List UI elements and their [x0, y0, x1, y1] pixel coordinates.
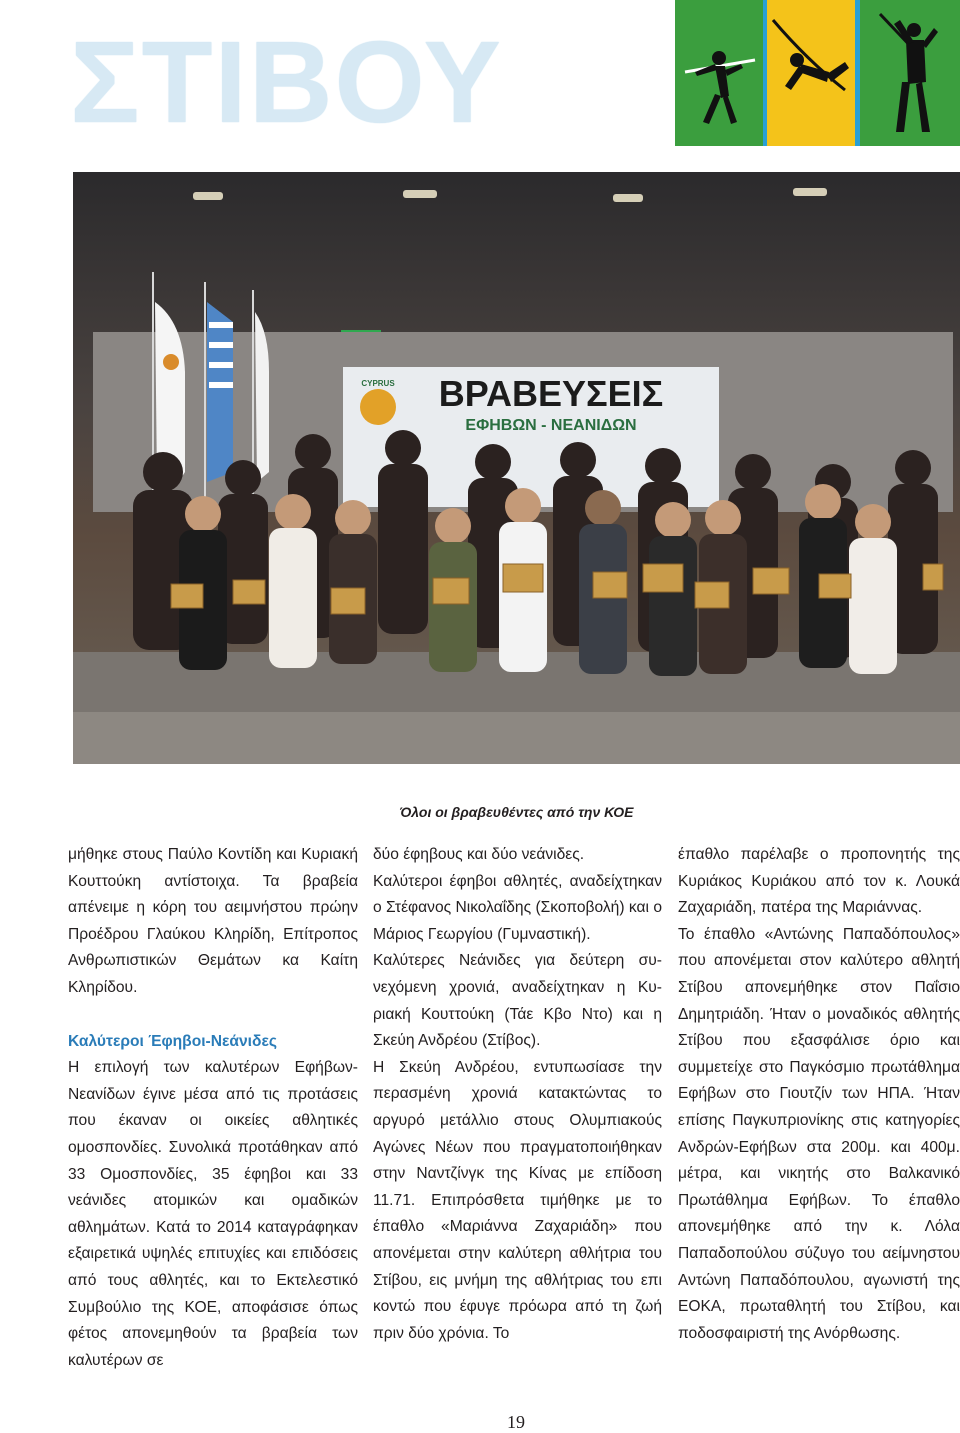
paragraph: Καλύτερες Νεάνιδες για δεύτερη συνεχόμενη χρονιά, αναδείχτηκαν η Κυριακή Κουττούκη (Τάε Κβο Ντο) και η Σκεύη Ανδρέου (Στίβος).	[373, 952, 662, 1050]
group-photo	[73, 172, 960, 764]
text-column-3	[678, 842, 960, 1347]
paragraph: Το έπαθλο «Αντώνης Παπαδόπουλος» που απονέμεται στον καλύτερο αθλητή Στίβου απονεμήθηκε στον Παΐσιο Δημητριάδη. Ήταν ο μοναδικός αθλητής Στίβου που εξασφάλισε όριο και συμμετείχε στο Παγκόσμιο πρωτάθλημα Εφήβων στο Γιουτζίν των ΗΠΑ. Ήταν επίσης Παγκυπριονίκης στις κατηγορίες Ανδρών-Εφήβων στα 200μ. και 400μ. μέτρα, και νικητής στο Βαλκανικό Πρωτάθλημα Εφήβων. Το έπαθλο απονεμήθηκε από την κ. Λόλα Παπαδοπούλου σύζυγο του αείμνηστου Αντώνη Παπαδόπουλου, αγωνιστή της ΕΟΚΑ, πρωταθλητή του Στίβου, και ποδοσφαιριστή της Ανόρθωσης.	[678, 925, 960, 1342]
paragraph: Η επιλογή των καλυτέρων Εφήβων-Νεανίδων έγινε μέσα από τις προτάσεις που έκαναν οι οικείες αθλητικές ομοσπονδίες. Συνολικά προτάθηκαν από 33 Ομοσπονδίες, 35 έφηβοι και 33 νεάνιδες ατομικών και ομαδικών αθλημάτων. Κατά το 2014 καταγράφηκαν εξαιρετικά υψηλές επιτυχίες και επιδόσεις από τους αθλητές, και το Εκτελεστικό Συμβούλιο της ΚΟΕ, αποφάσισε όπως φέτος απονεμηθούν τα βραβεία των καλυτέρων σε	[68, 1059, 358, 1369]
paragraph: Η Σκεύη Ανδρέου, εντυπωσίασε την περασμένη χρονιά κατακτώντας το αργυρό μετάλλιο στους Ολυμπιακούς Αγώνες Νέων που πραγματοποιήθηκαν στην Ναντζίνγκ της Κίνας με επίδοση 11.71. Επιπρόσθετα τιμήθηκε με το έπαθλο «Μαριάννα Ζαχαριάδη» που απονέμεται στην καλύτερη αθλήτρια του Στίβου, εις μνήμη της αθλήτριας του επι κοντώ που έφυγε πρόωρα από τη ζωή πριν δύο χρόνια. Το	[373, 1058, 662, 1342]
shot-put-icon	[860, 0, 960, 146]
photo-logo-text: CYPRUS	[361, 379, 395, 388]
photo-banner-title: ΒΡΑΒΕΥΣΕΙΣ	[438, 373, 664, 414]
paragraph: έπαθλο παρέλαβε ο προπονητής της Κυριάκος Κυριάκου από τον κ. Λουκά Ζαχαριάδη, πατέρα της Μαριάννας.	[678, 846, 960, 917]
text-column-1	[68, 842, 358, 1374]
paragraph: δύο έφηβους και δύο νεάνιδες.	[373, 846, 585, 863]
paragraph: μήθηκε στους Παύλο Κοντίδη και Κυριακή Κουττούκη αντίστοιχα. Τα βραβεία απένειμε η κόρη του αειμνήστου πρώην Προέδρου Γλαύκου Κληρίδη, Επίτροπος Ανθρωπιστικών Θεμάτων κα Καίτη Κληρίδου.	[68, 846, 358, 996]
section-title: ΣΤΙΒΟΥ	[70, 17, 503, 147]
page-number: 19	[507, 1412, 525, 1432]
paragraph: Καλύτεροι έφηβοι αθλητές, αναδείχτηκαν ο Στέφανος Νικολαΐδης (Σκοποβολή) και ο Μάριος Γεωργίου (Γυμναστική).	[373, 872, 662, 943]
photo-caption: Όλοι οι βραβευθέντες από την ΚΟΕ	[399, 804, 634, 820]
sport-icons-panel	[675, 0, 960, 146]
page-header	[0, 0, 960, 172]
photo-banner-subtitle: ΕΦΗΒΩΝ - ΝΕΑΝΙΔΩΝ	[465, 417, 637, 434]
pole-vault-icon	[767, 0, 855, 146]
subheading: Καλύτεροι Έφηβοι-Νεάνιδες	[68, 1032, 277, 1050]
text-column-2	[373, 842, 662, 1347]
javelin-thrower-icon	[675, 0, 763, 146]
